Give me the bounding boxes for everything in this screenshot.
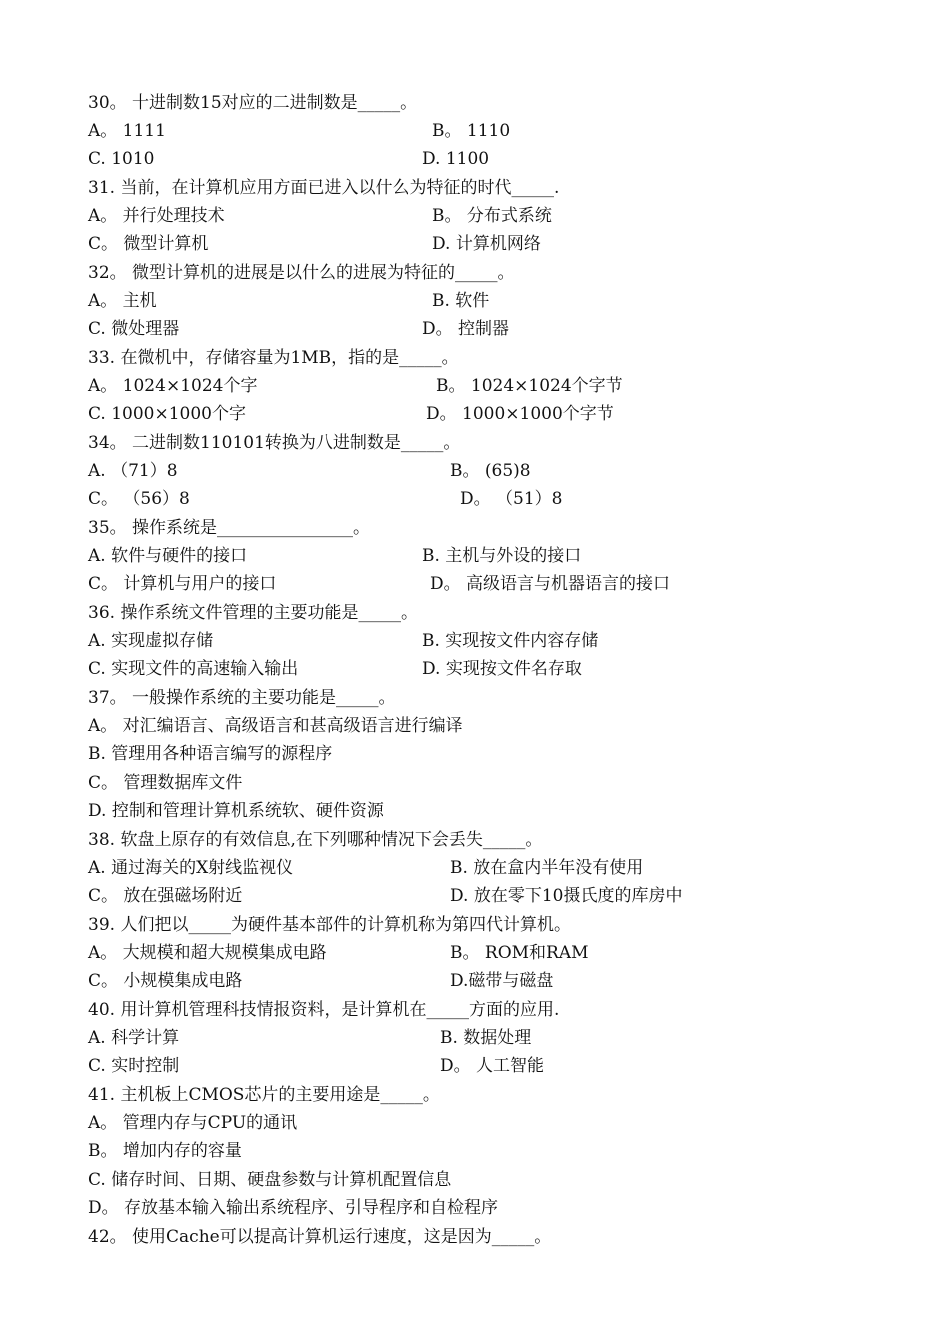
option-37-a: A。 对汇编语言、高级语言和甚高级语言进行编译 bbox=[88, 716, 463, 736]
option-32-b: B. 软件 bbox=[432, 291, 490, 311]
option-35-b: B. 主机与外设的接口 bbox=[422, 546, 582, 566]
option-40-b: B. 数据处理 bbox=[440, 1028, 532, 1048]
option-32-a: A。 主机 bbox=[88, 291, 157, 311]
question-38: 38. 软盘上原存的有效信息,在下列哪种情况下会丢失_____。 bbox=[88, 830, 543, 850]
option-36-c: C. 实现文件的高速输入输出 bbox=[88, 659, 299, 679]
question-35: 35。 操作系统是________________。 bbox=[88, 518, 371, 538]
option-35-a: A. 软件与硬件的接口 bbox=[88, 546, 248, 566]
option-36-b: B. 实现按文件内容存储 bbox=[422, 631, 599, 651]
option-30-c: C. 1010 bbox=[88, 149, 155, 169]
option-34-b: B。 (65)8 bbox=[450, 461, 531, 481]
option-33-d: D。 1000×1000个字节 bbox=[426, 404, 614, 424]
option-38-c: C。 放在强磁场附近 bbox=[88, 886, 243, 906]
option-30-a: A。 1111 bbox=[88, 121, 166, 141]
option-37-d: D. 控制和管理计算机系统软、硬件资源 bbox=[88, 801, 384, 821]
option-41-a: A。 管理内存与CPU的通讯 bbox=[88, 1113, 298, 1133]
option-30-b: B。 1110 bbox=[432, 121, 511, 141]
option-40-c: C. 实时控制 bbox=[88, 1056, 180, 1076]
question-31: 31. 当前，在计算机应用方面已进入以什么为特征的时代_____. bbox=[88, 178, 560, 198]
option-38-a: A. 通过海关的X射线监视仪 bbox=[88, 858, 294, 878]
option-36-a: A. 实现虚拟存储 bbox=[88, 631, 214, 651]
option-33-a: A。 1024×1024个字 bbox=[88, 376, 258, 396]
option-33-b: B。 1024×1024个字节 bbox=[436, 376, 623, 396]
question-37: 37。 一般操作系统的主要功能是_____。 bbox=[88, 688, 396, 708]
option-38-b: B. 放在盒内半年没有使用 bbox=[450, 858, 644, 878]
option-39-a: A。 大规模和超大规模集成电路 bbox=[88, 943, 327, 963]
question-39: 39. 人们把以_____为硬件基本部件的计算机称为第四代计算机。 bbox=[88, 915, 571, 935]
option-35-c: C。 计算机与用户的接口 bbox=[88, 574, 277, 594]
option-35-d: D。 高级语言与机器语言的接口 bbox=[430, 574, 671, 594]
option-32-c: C. 微处理器 bbox=[88, 319, 180, 339]
option-39-b: B。 ROM和RAM bbox=[450, 943, 589, 963]
option-41-d: D。 存放基本输入输出系统程序、引导程序和自检程序 bbox=[88, 1198, 499, 1218]
option-31-d: D. 计算机网络 bbox=[432, 234, 541, 254]
question-36: 36. 操作系统文件管理的主要功能是_____。 bbox=[88, 603, 418, 623]
option-41-c: C. 储存时间、日期、硬盘参数与计算机配置信息 bbox=[88, 1170, 452, 1190]
question-32: 32。 微型计算机的进展是以什么的进展为特征的_____。 bbox=[88, 263, 515, 283]
question-42: 42。 使用Cache可以提高计算机运行速度，这是因为_____。 bbox=[88, 1227, 552, 1247]
option-40-a: A. 科学计算 bbox=[88, 1028, 180, 1048]
option-34-a: A. （71）8 bbox=[88, 461, 178, 481]
question-40: 40. 用计算机管理科技情报资料，是计算机在_____方面的应用. bbox=[88, 1000, 560, 1020]
option-38-d: D. 放在零下10摄氏度的库房中 bbox=[450, 886, 683, 906]
question-41: 41. 主机板上CMOS芯片的主要用途是_____。 bbox=[88, 1085, 440, 1105]
option-33-c: C. 1000×1000个字 bbox=[88, 404, 246, 424]
option-39-c: C。 小规模集成电路 bbox=[88, 971, 243, 991]
option-31-a: A。 并行处理技术 bbox=[88, 206, 225, 226]
question-33: 33. 在微机中，存储容量为1MB，指的是_____。 bbox=[88, 348, 459, 368]
option-39-d: D.磁带与磁盘 bbox=[450, 971, 554, 991]
question-30: 30。 十进制数15对应的二进制数是_____。 bbox=[88, 93, 418, 113]
option-41-b: B。 增加内存的容量 bbox=[88, 1141, 242, 1161]
option-37-c: C。 管理数据库文件 bbox=[88, 773, 243, 793]
option-30-d: D. 1100 bbox=[422, 149, 490, 169]
option-34-c: C。 （56）8 bbox=[88, 489, 190, 509]
option-31-c: C。 微型计算机 bbox=[88, 234, 209, 254]
question-34: 34。 二进制数110101转换为八进制数是_____。 bbox=[88, 433, 461, 453]
option-31-b: B。 分布式系统 bbox=[432, 206, 552, 226]
option-32-d: D。 控制器 bbox=[422, 319, 510, 339]
option-40-d: D。 人工智能 bbox=[440, 1056, 545, 1076]
option-37-b: B. 管理用各种语言编写的源程序 bbox=[88, 744, 333, 764]
option-36-d: D. 实现按文件名存取 bbox=[422, 659, 582, 679]
option-34-d: D。 （51）8 bbox=[460, 489, 563, 509]
